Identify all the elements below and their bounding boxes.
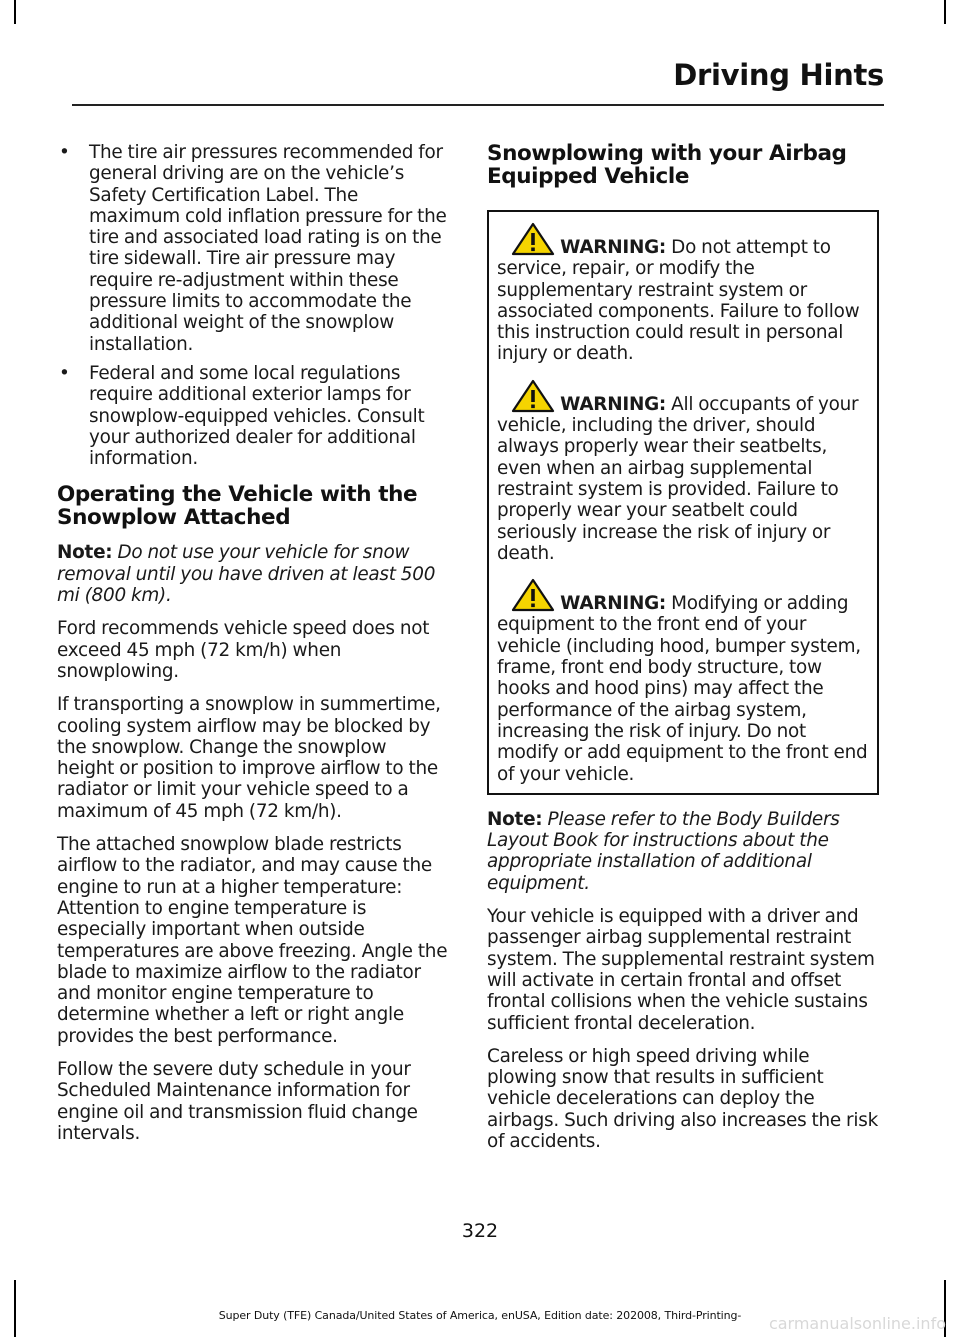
section-heading: Snowplowing with your Airbag Equipped Vehicle	[487, 141, 847, 189]
warning-triangle-icon	[511, 222, 555, 256]
left-column	[57, 142, 448, 1156]
note-text: Please refer to the Body Builders Layout Book for instructions about the appropriate installation of additional equipment.	[487, 808, 840, 894]
page-number: 322	[461, 1220, 499, 1242]
bullet-symbol: •	[59, 362, 70, 384]
note	[57, 542, 448, 606]
crop-mark	[14, 0, 16, 24]
watermark: carmanualsonline.info	[768, 1314, 946, 1333]
list-item	[57, 142, 448, 355]
footer-text: Super Duty (TFE) Canada/United States of America, enUSA, Edition date: 202008, Third-Printing-	[218, 1309, 742, 1322]
list-item-text: Federal and some local regulations require additional exterior lamps for snowplow-equipped vehicles. Consult your authorized dealer for additional information.	[89, 362, 425, 470]
warning-triangle-icon	[511, 578, 555, 612]
note-label: Note:	[57, 542, 113, 564]
paragraph: Careless or high speed driving while plowing snow that results in sufficient vehicle decelerations can deploy the airbags. Such driving also increases the risk of accidents.	[487, 1045, 878, 1152]
note	[487, 809, 881, 894]
list-item-text: The tire air pressures recommended for general driving are on the vehicle’s Safety Certification Label. The maximum cold inflation pressure for the tire and associated load rating is on the tire sidewall. Tire air pressure may require re-adjustment within these pressure limits to accommodate the additional weight of the snowplow installation.	[89, 142, 447, 355]
crop-mark	[944, 0, 946, 24]
section-heading: Operating the Vehicle with the Snowplow Attached	[57, 482, 418, 531]
paragraph: Your vehicle is equipped with a driver and passenger airbag supplemental restraint system. The supplemental restraint system will activate in certain frontal and offset frontal collisions when the vehicle sustains sufficient frontal deceleration.	[487, 906, 875, 1034]
warning-text: All occupants of your vehicle, including the driver, should always properly wear their seatbelts, even when an airbag supplemental restraint system is provided. Failure to properly wear your seatbelt could seriously increase the risk of injury or death.	[497, 393, 859, 564]
warning-label: WARNING:	[560, 393, 667, 415]
page-title: Driving Hints	[673, 58, 884, 92]
warning-box	[487, 210, 879, 795]
paragraph: If transporting a snowplow in summertime, cooling system airflow may be blocked by the snowplow. Change the snowplow height or position to improve airflow to the radiator or limit your vehicle speed to a maximum of 45 mph (72 km/h).	[57, 694, 441, 822]
warning-item	[497, 578, 869, 785]
warning-label: WARNING:	[560, 237, 667, 258]
bullet-symbol: •	[59, 142, 70, 163]
warning-label: WARNING:	[560, 593, 667, 615]
warning-text: Modifying or adding equipment to the front end of your vehicle (including hood, bumper system, frame, front end body structure, tow hooks and hood pins) may affect the performance of the airbag system, increasing the risk of injury. Do not modify or add equipment to the front end of your vehicle.	[497, 593, 868, 785]
note-label: Note:	[487, 808, 543, 830]
warning-triangle-icon	[511, 379, 555, 413]
right-column	[487, 142, 881, 1164]
note-text: Do not use your vehicle for snow removal until you have driven at least 500 mi (800 km).	[57, 542, 436, 607]
bullet-list	[57, 142, 448, 469]
paragraph: Follow the severe duty schedule in your Scheduled Maintenance information for engine oil and transmission fluid change intervals.	[57, 1058, 418, 1144]
header-divider	[72, 104, 884, 106]
warning-text: Do not attempt to service, repair, or modify the supplementary restraint system or associated components. Failure to follow this instruction could result in personal injury or death.	[497, 237, 860, 365]
list-item	[57, 363, 448, 469]
warning-item	[497, 222, 869, 365]
paragraph: The attached snowplow blade restricts airflow to the radiator, and may cause the engine to run at a higher temperature: Attention to engine temperature is especially important when outside temperatures are above freezing. Angle the blade to maximize airflow to the radiator and monitor engine temperature to determine whether a left or right angle provides the best performance.	[57, 834, 448, 1047]
warning-item	[497, 379, 869, 564]
paragraph: Ford recommends vehicle speed does not exceed 45 mph (72 km/h) when snowplowing.	[57, 618, 430, 682]
